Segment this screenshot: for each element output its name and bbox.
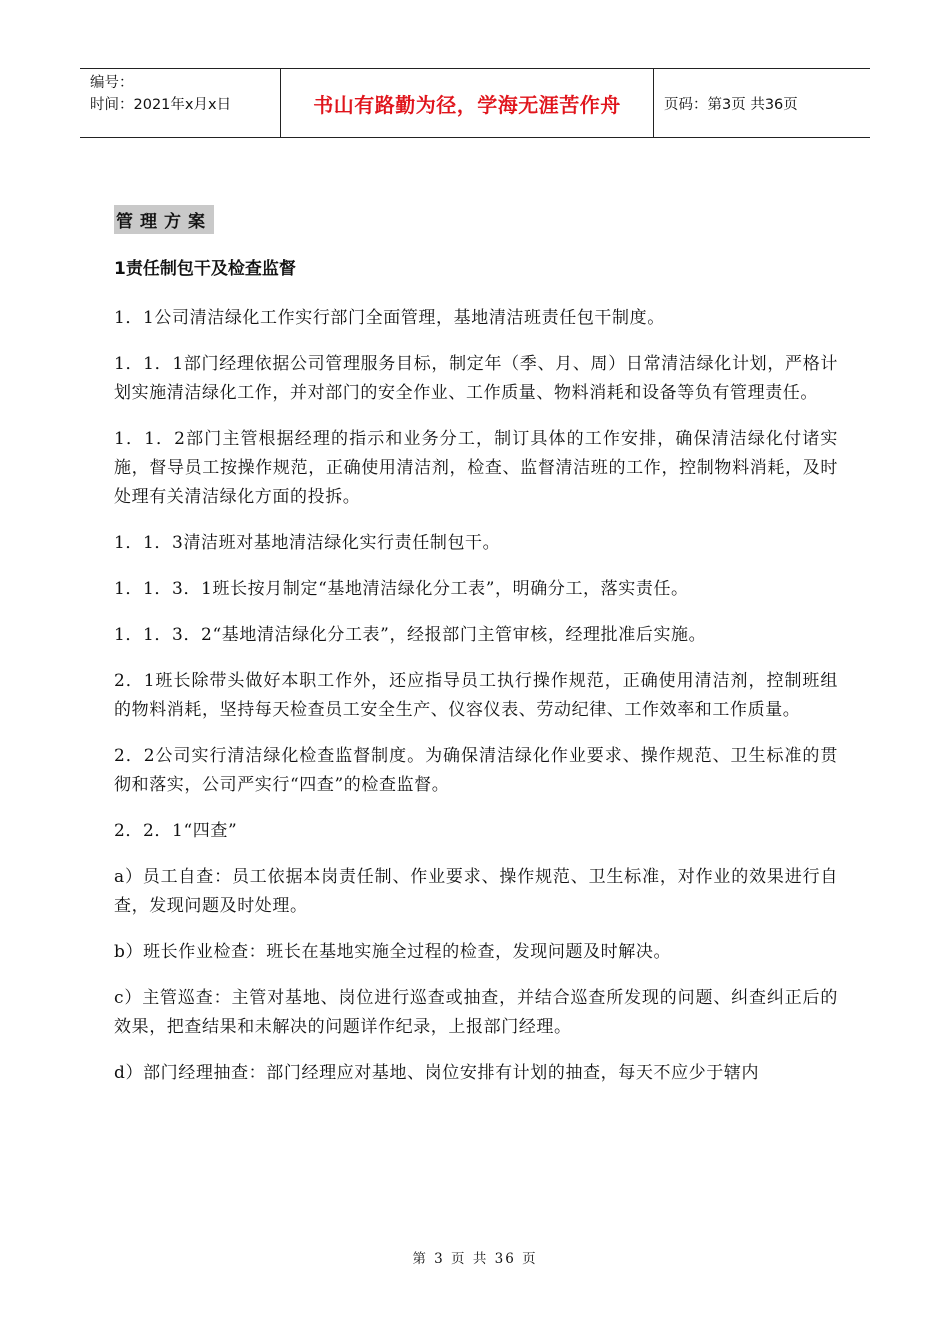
paragraph: b）班长作业检查：班长在基地实施全过程的检查，发现问题及时解决。 [114, 942, 672, 962]
document-body [114, 205, 838, 1105]
paragraph: 1．1．3．2“基地清洁绿化分工表”，经报部门主管审核，经理批准后实施。 [114, 625, 707, 645]
paragraph: 2．2公司实行清洁绿化检查监督制度。为确保清洁绿化作业要求、操作规范、卫生标准的贯彻和落实，公司严实行“四查”的检查监督。 [114, 746, 838, 795]
paragraph: 1．1．1部门经理依据公司管理服务目标，制定年（季、月、周）日常清洁绿化计划，严格计划实施清洁绿化工作，并对部门的安全作业、工作质量、物料消耗和设备等负有管理责任。 [114, 354, 838, 403]
header-meta-cell [80, 69, 281, 137]
paragraph: 1．1．3清洁班对基地清洁绿化实行责任制包干。 [114, 533, 501, 553]
paragraph: 1．1．2部门主管根据经理的指示和业务分工，制订具体的工作安排，确保清洁绿化付诸实施，督导员工按操作规范，正确使用清洁剂，检查、监督清洁班的工作，控制物料消耗，及时处理有关清洁绿化方面的投拆。 [114, 429, 838, 507]
header-motto: 书山有路勤为径，学海无涯苦作舟 [313, 92, 621, 117]
page-header [80, 68, 870, 138]
paragraph: c）主管巡查：主管对基地、岗位进行巡查或抽查，并结合巡查所发现的问题、纠查纠正后的效果，把查结果和未解决的问题详作纪录，上报部门经理。 [114, 988, 838, 1037]
document-date-label: 时间：2021年x月x日 [90, 97, 232, 113]
paragraph: 2．1班长除带头做好本职工作外，还应指导员工执行操作规范，正确使用清洁剂，控制班组的物料消耗，坚持每天检查员工安全生产、仪容仪表、劳动纪律、工作效率和工作质量。 [114, 671, 838, 720]
paragraph: d）部门经理抽查：部门经理应对基地、岗位安排有计划的抽查，每天不应少于辖内 [114, 1063, 760, 1083]
paragraph: 1．1公司清洁绿化工作实行部门全面管理，基地清洁班责任包干制度。 [114, 308, 665, 328]
paragraph: a）员工自查：员工依据本岗责任制、作业要求、操作规范、卫生标准，对作业的效果进行自查，发现问题及时处理。 [114, 867, 838, 916]
page-footer [0, 1247, 950, 1267]
header-page-cell [654, 69, 870, 137]
header-motto-cell [281, 69, 654, 137]
paragraph: 1．1．3．1班长按月制定“基地清洁绿化分工表”，明确分工，落实责任。 [114, 579, 689, 599]
section-title: 管理方案 [114, 205, 214, 234]
header-page-info: 页码：第3页 共36页 [664, 96, 798, 113]
document-number-label: 编号： [90, 75, 134, 91]
subsection-title: 1责任制包干及检查监督 [114, 259, 296, 279]
paragraph: 2．2．1“四查” [114, 821, 238, 841]
footer-page-number: 第 3 页 共 36 页 [412, 1251, 538, 1267]
